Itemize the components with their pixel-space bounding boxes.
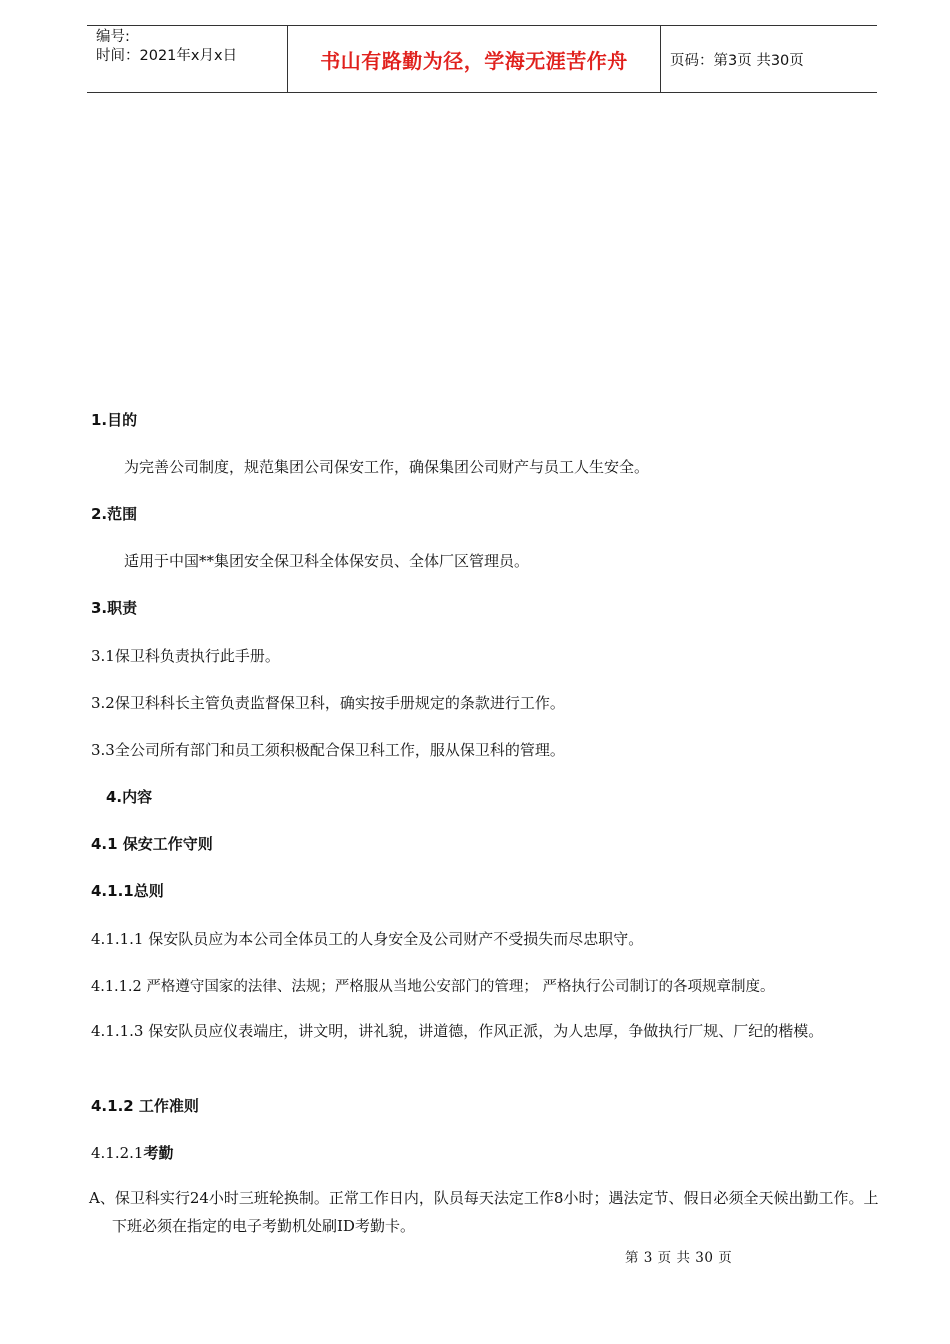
- doc-time-label: 时间：2021年x月x日: [96, 48, 238, 64]
- section-4-1-2-1-heading: [91, 1142, 174, 1163]
- section-4-title: 4.内容: [106, 788, 153, 806]
- header-left-cell: [87, 26, 288, 92]
- page-header: [87, 25, 877, 93]
- section-4-1-2-1-title: 考勤: [143, 1144, 174, 1162]
- section-3-2: 3.2保卫科科长主管负责监督保卫科，确实按手册规定的条款进行工作。: [91, 694, 565, 712]
- section-4-1-title: 4.1 保安工作守则: [91, 835, 213, 853]
- page-footer: 第 3 页 共 30 页: [625, 1250, 733, 1266]
- header-page-label: 页码：第3页 共30页: [670, 52, 804, 69]
- item-a: A、保卫科实行24小时三班轮换制。正常工作日内，队员每天法定工作8小时；遇法定节、假日必须全天候出勤工作。上下班必须在指定的电子考勤机处刷ID考勤卡。: [89, 1189, 879, 1235]
- section-2-text: 适用于中国**集团安全保卫科全体保安员、全体厂区管理员。: [124, 552, 530, 570]
- section-3-3: 3.3全公司所有部门和员工须积极配合保卫科工作，服从保卫科的管理。: [91, 741, 565, 759]
- section-3-title: 3.职责: [91, 599, 138, 617]
- section-1-text: 为完善公司制度，规范集团公司保安工作，确保集团公司财产与员工人生安全。: [124, 458, 650, 476]
- section-3-1: 3.1保卫科负责执行此手册。: [91, 647, 280, 665]
- doc-number-label: 编号:: [96, 29, 130, 45]
- section-4-1-1-2: 4.1.1.2 严格遵守国家的法律、法规；严格服从当地公安部门的管理； 严格执行公司制订的各项规章制度。: [91, 979, 775, 995]
- section-4-1-2-1-number: 4.1.2.1: [91, 1144, 144, 1162]
- section-4-1-1-1: 4.1.1.1 保安队员应为本公司全体员工的人身安全及公司财产不受损失而尽忠职守。: [91, 930, 644, 948]
- section-4-1-2-title: 4.1.2 工作准则: [91, 1097, 199, 1115]
- section-4-1-1-3: 4.1.1.3 保安队员应仪表端庄，讲文明，讲礼貌，讲道德，作风正派，为人忠厚，争做执行厂规、厂纪的楷模。: [91, 1022, 824, 1040]
- section-1-title: 1.目的: [91, 411, 138, 429]
- header-motto: 书山有路勤为径，学海无涯苦作舟: [288, 26, 661, 92]
- section-4-1-1-title: 4.1.1总则: [91, 882, 164, 900]
- section-2-title: 2.范围: [91, 505, 138, 523]
